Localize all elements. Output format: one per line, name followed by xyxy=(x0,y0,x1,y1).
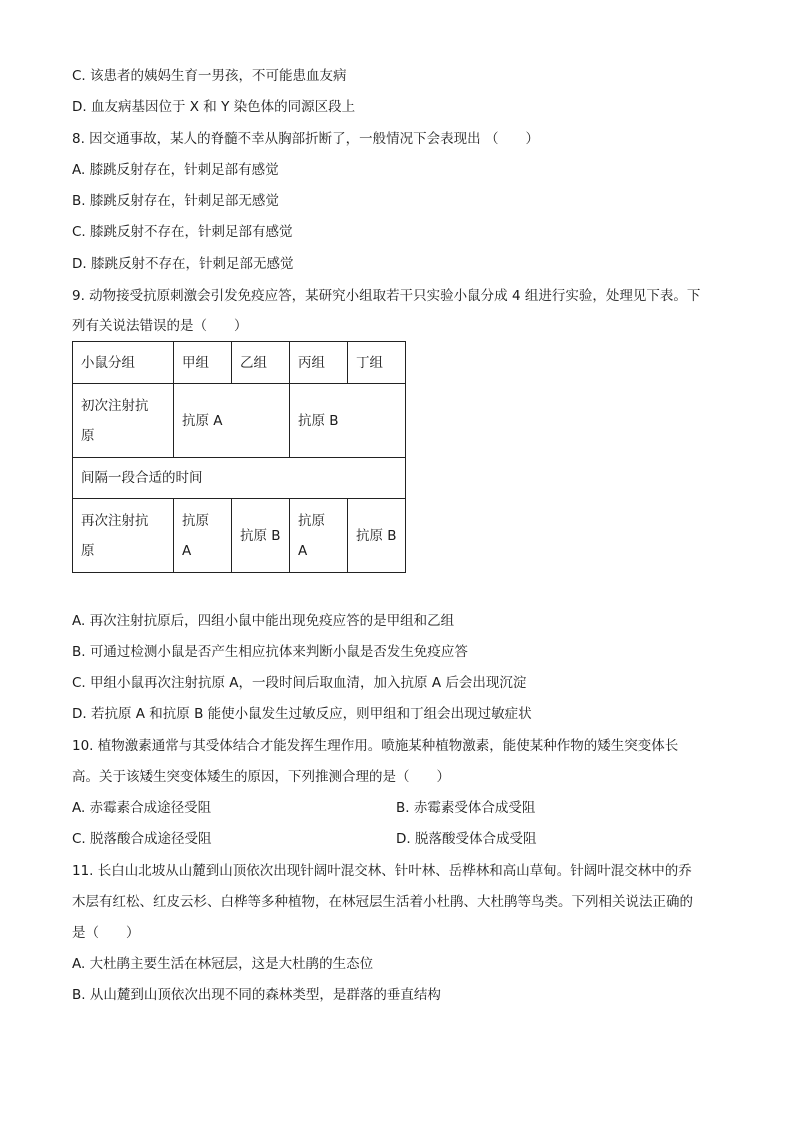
q9-option-a: A. 再次注射抗原后，四组小鼠中能出现免疫应答的是甲组和乙组 xyxy=(72,613,455,629)
row-label-line: 原 xyxy=(81,542,95,559)
table-cell: 抗原 B xyxy=(348,499,406,573)
table-header-cell: 丙组 xyxy=(290,342,348,384)
table-cell: 间隔一段合适的时间 xyxy=(73,458,406,499)
table-cell xyxy=(290,499,348,573)
q11-stem-line-1: 11. 长白山北坡从山麓到山顶依次出现针阔叶混交林、针叶林、岳桦林和高山草甸。针阔叶混交林中的乔 xyxy=(72,863,692,879)
cell-line: 抗原 xyxy=(182,512,209,529)
table-row xyxy=(73,458,406,499)
table-row-label xyxy=(73,499,174,573)
q8-option-c: C. 膝跳反射不存在，针刺足部有感觉 xyxy=(72,224,293,240)
q8-stem: 8. 因交通事故，某人的脊髓不幸从胸部折断了，一般情况下会表现出 （ ） xyxy=(72,131,539,147)
q11-stem-line-3: 是（ ） xyxy=(72,925,140,941)
table-cell: 抗原 B xyxy=(232,499,290,573)
q9-stem-line-2: 列有关说法错误的是（ ） xyxy=(72,318,248,334)
table-header-row xyxy=(73,342,406,384)
cell-line: A xyxy=(298,542,308,559)
q10-option-b: B. 赤霉素受体合成受阻 xyxy=(396,800,536,816)
q11-option-a: A. 大杜鹃主要生活在林冠层，这是大杜鹃的生态位 xyxy=(72,956,374,972)
mouse-group-table xyxy=(72,341,406,573)
q10-stem-line-2: 高。关于该矮生突变体矮生的原因，下列推测合理的是（ ） xyxy=(72,769,450,785)
table-header-cell: 小鼠分组 xyxy=(73,342,174,384)
cell-line: A xyxy=(182,542,192,559)
table-cell xyxy=(174,499,232,573)
table-header-cell: 丁组 xyxy=(348,342,406,384)
q7-option-c: C. 该患者的姨妈生育一男孩，不可能患血友病 xyxy=(72,68,347,84)
q8-option-b: B. 膝跳反射存在，针刺足部无感觉 xyxy=(72,193,279,209)
table-cell: 抗原 A xyxy=(174,384,290,458)
q9-stem-line-1: 9. 动物接受抗原刺激会引发免疫应答，某研究小组取若干只实验小鼠分成 4 组进行实验，处理见下表。下 xyxy=(72,288,701,304)
q7-option-d: D. 血友病基因位于 X 和 Y 染色体的同源区段上 xyxy=(72,99,356,115)
q8-option-d: D. 膝跳反射不存在，针刺足部无感觉 xyxy=(72,256,294,272)
q10-option-d: D. 脱落酸受体合成受阻 xyxy=(396,831,537,847)
table-row xyxy=(73,499,406,573)
table-header-cell: 甲组 xyxy=(174,342,232,384)
table-row-label xyxy=(73,384,174,458)
table-cell: 抗原 B xyxy=(290,384,406,458)
q11-stem-line-2: 木层有红松、红皮云杉、白桦等多种植物，在林冠层生活着小杜鹃、大杜鹃等鸟类。下列相关说法正确的 xyxy=(72,894,693,910)
q9-option-b: B. 可通过检测小鼠是否产生相应抗体来判断小鼠是否发生免疫应答 xyxy=(72,644,468,660)
table-row xyxy=(73,384,406,458)
q10-option-c: C. 脱落酸合成途径受阻 xyxy=(72,831,212,847)
q11-option-b: B. 从山麓到山顶依次出现不同的森林类型，是群落的垂直结构 xyxy=(72,987,441,1003)
table-header-cell: 乙组 xyxy=(232,342,290,384)
q8-option-a: A. 膝跳反射存在，针刺足部有感觉 xyxy=(72,162,279,178)
row-label-line: 再次注射抗 xyxy=(81,512,149,529)
row-label-line: 原 xyxy=(81,427,95,444)
q9-option-d: D. 若抗原 A 和抗原 B 能使小鼠发生过敏反应，则甲组和丁组会出现过敏症状 xyxy=(72,706,532,722)
q10-option-a: A. 赤霉素合成途径受阻 xyxy=(72,800,212,816)
q10-stem-line-1: 10. 植物激素通常与其受体结合才能发挥生理作用。喷施某种植物激素，能使某种作物的矮生突变体长 xyxy=(72,738,679,754)
row-label-line: 初次注射抗 xyxy=(81,397,149,414)
cell-line: 抗原 xyxy=(298,512,325,529)
q9-option-c: C. 甲组小鼠再次注射抗原 A，一段时间后取血清，加入抗原 A 后会出现沉淀 xyxy=(72,675,527,691)
